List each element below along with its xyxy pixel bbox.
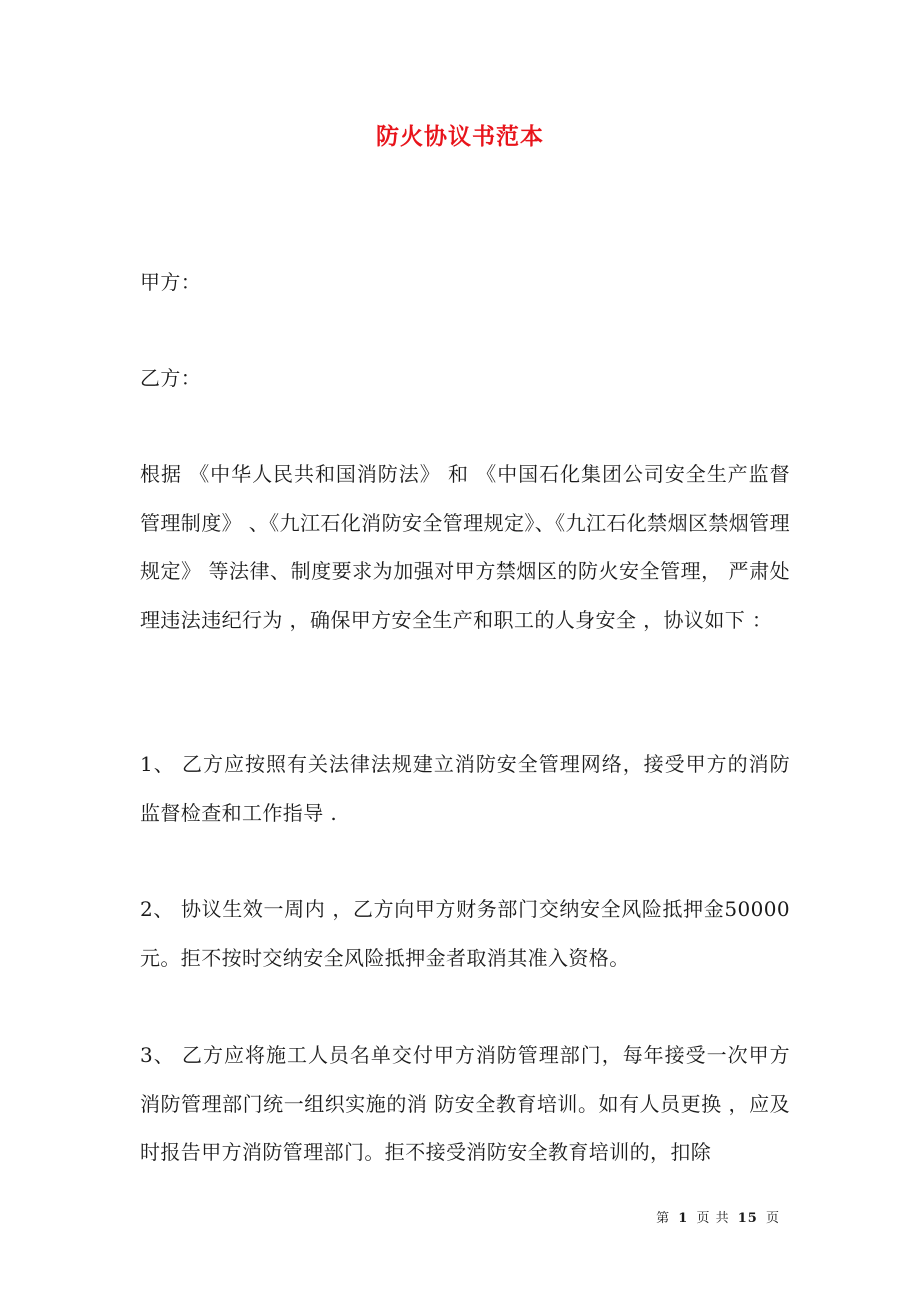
footer-middle: 页 共 xyxy=(696,1211,730,1226)
footer-current-page: 1 xyxy=(678,1211,689,1226)
preamble-paragraph: 根据 《中华人民共和国消防法》 和 《中国石化集团公司安全生产监督管理制度》 、《九江石化消防安全管理规定》、《九江石化禁烟区禁烟管理规定》 等法律、制度要求为加强对甲方禁烟区的防火安全管理， 严肃处理违法违纪行为 ，确保甲方安全生产和职工的人身安全 ，协议如下 ： xyxy=(140,462,790,632)
clause-3: 3、 乙方应将施工人员名单交付甲方消防管理部门，每年接受一次甲方消防管理部门统一组织实施的消 防安全教育培训。如有人员更换 ，应及时报告甲方消防管理部门。拒不接受消防安全教育培训的，扣除 xyxy=(140,1043,790,1164)
clause-2: 2、 协议生效一周内 ，乙方向甲方财务部门交纳安全风险抵押金50000 元。拒不按时交纳安全风险抵押金者取消其准入资格。 xyxy=(140,897,790,970)
clause-1: 1、 乙方应按照有关法律法规建立消防安全管理网络，接受甲方的消防监督检查和工作指导 . xyxy=(140,752,790,825)
document-title: 防火协议书范本 xyxy=(376,123,544,150)
footer-suffix: 页 xyxy=(765,1211,780,1226)
party-a-label: 甲方： xyxy=(140,270,202,294)
party-b-label: 乙方： xyxy=(140,366,202,390)
footer-prefix: 第 xyxy=(656,1211,671,1226)
footer-total-pages: 15 xyxy=(737,1211,758,1226)
page-footer xyxy=(0,1207,780,1226)
